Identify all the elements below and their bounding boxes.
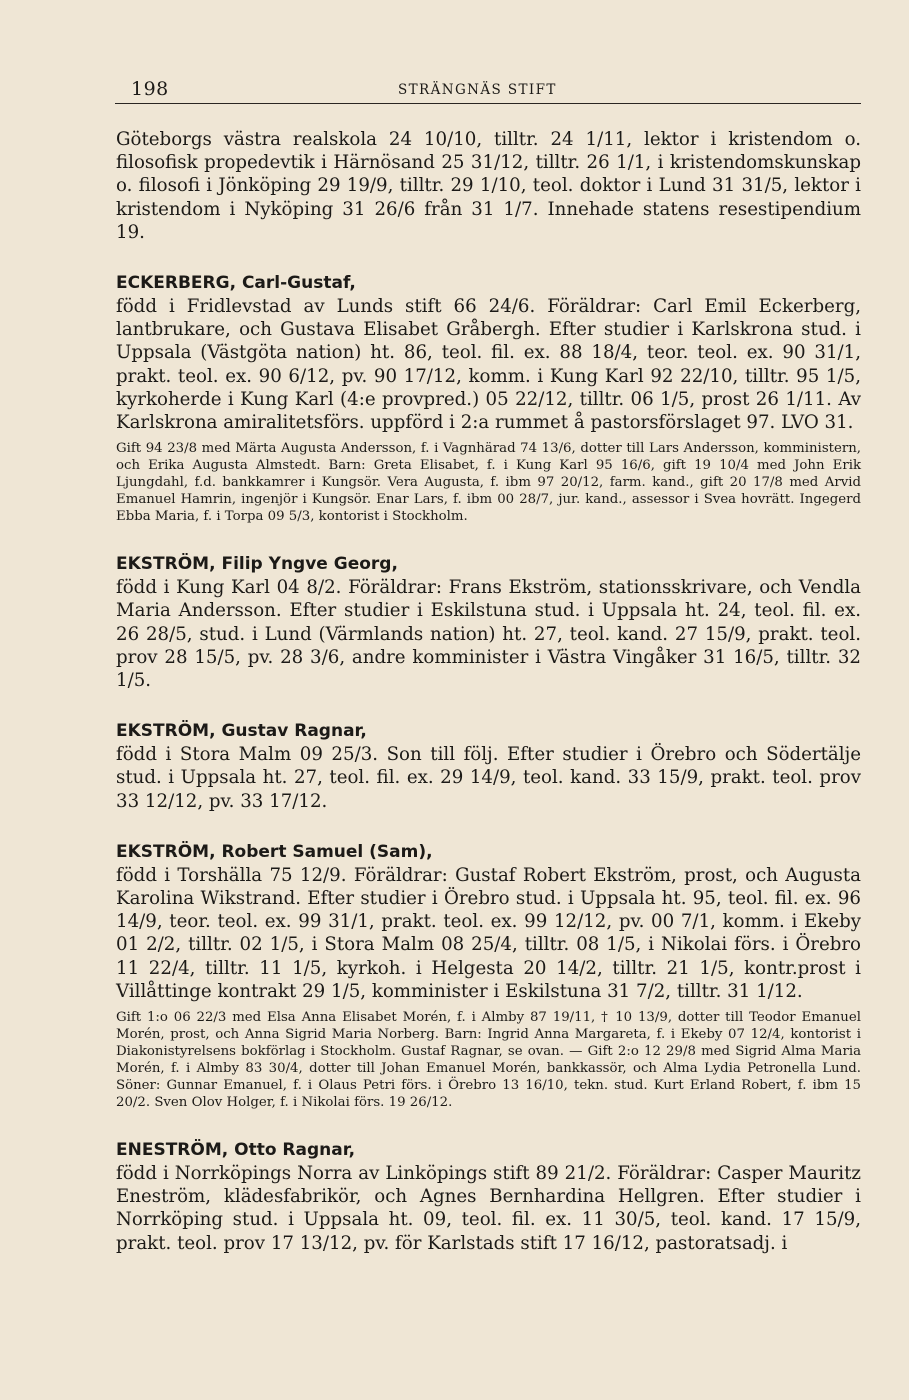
entry-name: EKSTRÖM, Robert Samuel (Sam), [116, 841, 433, 862]
entry-ekstrom-filip [116, 553, 861, 692]
running-title: STRÄNGNÄS STIFT [398, 82, 557, 98]
page-header [115, 76, 861, 104]
entry-body: född i Fridlevstad av Lunds stift 66 24/6. Föräldrar: Carl Emil Eckerberg, lantbrukare, och Gustava Elisabet Gråbergh. Efter studier i Karlskrona stud. i Uppsala (Västgöta nation) ht. 86, teol. fil. ex. 88 18/4, teor. teol. ex. 90 31/1, prakt. teol. ex. 90 6/12, pv. 90 17/12, komm. i Kung Karl 92 22/10, tilltr. 95 1/5, kyrkoherde i Kung Karl (4:e provpred.) 05 22/12, tilltr. 06 1/5, prost 26 1/11. Av Karlskrona amiralitetsförs. uppförd i 2:a rummet å pastorsförslaget 97. LVO 31. [116, 296, 861, 434]
entry-body: född i Torshälla 75 12/9. Föräldrar: Gustaf Robert Ekström, prost, och Augusta Karolina Wikstrand. Efter studier i Örebro stud. i Uppsala ht. 95, teol. fil. ex. 96 14/9, teor. teol. ex. 99 31/1, prakt. teol. ex. 99 12/12, pv. 00 7/1, komm. i Ekeby 01 2/2, tilltr. 02 1/5, i Stora Malm 08 25/4, tilltr. 08 1/5, i Nikolai förs. i Örebro 11 22/4, tilltr. 11 1/5, kyrkoh. i Helgesta 20 14/2, tilltr. 21 1/5, kontr.prost i Villåttinge kontrakt 29 1/5, komminister i Eskilstuna 31 7/2, tilltr. 31 1/12. [116, 864, 861, 1002]
entry-body: född i Stora Malm 09 25/3. Son till följ. Efter studier i Örebro och Södertälje stud. i Uppsala ht. 27, teol. fil. ex. 29 14/9, teol. kand. 33 15/9, prakt. teol. prov 33 12/12, pv. 33 17/12. [116, 744, 861, 812]
entry-name: ECKERBERG, Carl-Gustaf, [116, 273, 356, 294]
entry-ekstrom-gustav [116, 720, 861, 813]
page-number: 198 [131, 78, 169, 100]
header-rule [115, 103, 861, 104]
entry-ekstrom-robert [116, 841, 861, 1111]
continued-paragraph: Göteborgs västra realskola 24 10/10, tilltr. 24 1/11, lektor i kristendom o. filosofisk propedevtik i Härnösand 25 31/12, tilltr. 26 1/1, i kristendomskunskap o. filosofi i Jönköping 29 19/9, tilltr. 29 1/10, teol. doktor i Lund 31 31/5, lektor i kristendom i Nyköping 31 26/6 från 31 1/7. Innehade statens resestipendium 19. [116, 129, 861, 243]
entry-name: EKSTRÖM, Filip Yngve Georg, [116, 554, 398, 575]
entry-body: född i Kung Karl 04 8/2. Föräldrar: Frans Ekström, stationsskrivare, och Vendla Maria Andersson. Efter studier i Eskilstuna stud. i Uppsala ht. 24, teol. fil. ex. 26 28/5, stud. i Lund (Värmlands nation) ht. 27, teol. kand. 27 15/9, prakt. teol. prov 28 15/5, pv. 28 3/6, andre komminister i Västra Vingåker 31 16/5, tilltr. 32 1/5. [116, 577, 861, 692]
entry-name: ENESTRÖM, Otto Ragnar, [116, 1140, 356, 1161]
entry-family: Gift 94 23/8 med Märta Augusta Andersson, f. i Vagnhärad 74 13/6, dotter till Lars Andersson, komministern, och Erika Augusta Almstedt. Barn: Greta Elisabet, f. i Kung Karl 95 16/6, gift 19 10/4 med John Erik Ljungdahl, f.d. bankkamrer i Kungsör. Vera Augusta, f. ibm 97 20/12, farm. kand., gift 20 17/8 med Arvid Emanuel Hamrin, ingenjör i Kungsör. Enar Lars, f. ibm 00 28/7, jur. kand., assessor i Svea hovrätt. Ingegerd Ebba Maria, f. i Torpa 09 5/3, kontorist i Stockholm. [116, 441, 861, 525]
entry-eckerberg [116, 272, 861, 525]
entry-name: EKSTRÖM, Gustav Ragnar, [116, 721, 367, 742]
entry-body: född i Norrköpings Norra av Linköpings stift 89 21/2. Föräldrar: Casper Mauritz Eneström, klädesfabrikör, och Agnes Bernhardina Hellgren. Efter studier i Norrköping stud. i Uppsala ht. 09, teol. fil. ex. 11 30/5, teol. kand. 17 15/9, prakt. teol. prov 17 13/12, pv. för Karlstads stift 17 16/12, pastoratsadj. i [116, 1163, 861, 1254]
entry-family: Gift 1:o 06 22/3 med Elsa Anna Elisabet Morén, f. i Almby 87 19/11, † 10 13/9, dotter till Teodor Emanuel Morén, prost, och Anna Sigrid Maria Norberg. Barn: Ingrid Anna Margareta, f. i Ekeby 07 12/4, kontorist i Diakonistyrelsens bokförlag i Stockholm. Gustaf Ragnar, se ovan. — Gift 2:o 12 29/8 med Sigrid Alma Maria Morén, f. i Almby 83 30/4, dotter till Johan Emanuel Morén, bankkassör, och Alma Lydia Petronella Lund. Söner: Gunnar Emanuel, f. i Olaus Petri förs. i Örebro 13 16/10, tekn. stud. Kurt Erland Robert, f. ibm 15 20/2. Sven Olov Holger, f. i Nikolai förs. 19 26/12. [116, 1010, 861, 1111]
page-body [116, 128, 861, 1255]
entry-enestrom [116, 1139, 861, 1255]
